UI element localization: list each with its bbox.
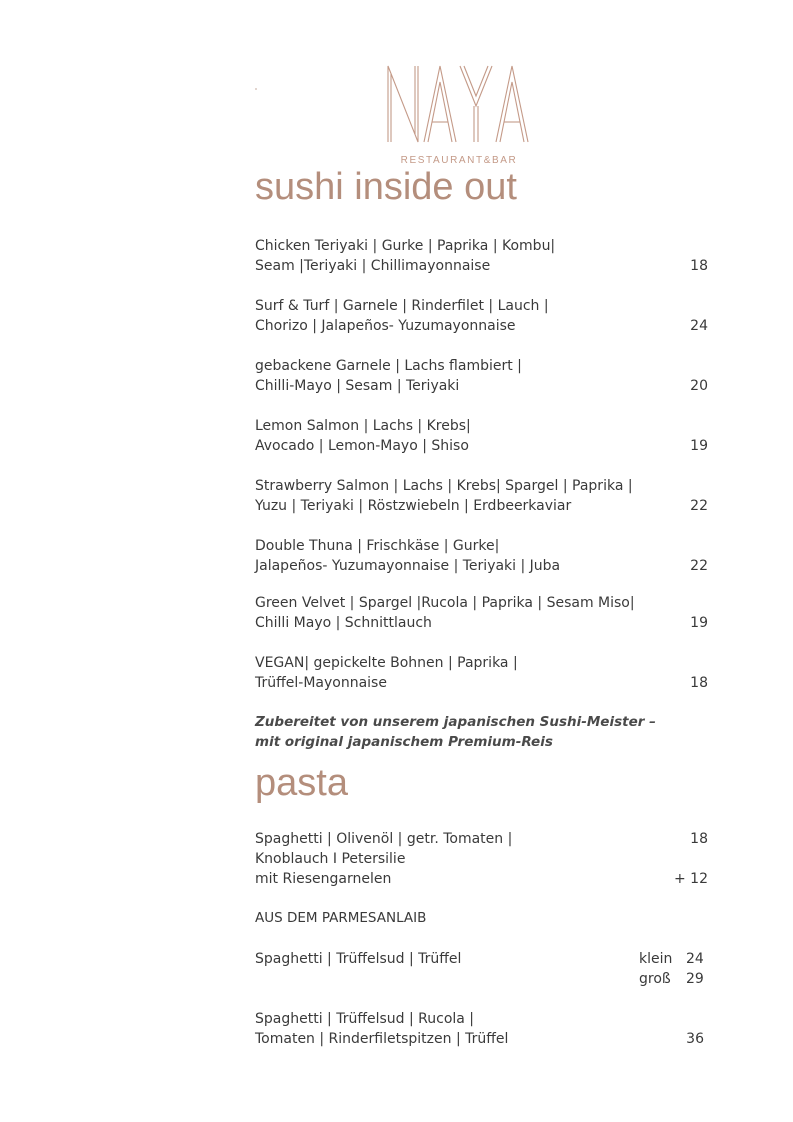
item-description: Jalapeños- Yuzumayonnaise | Teriyaki | Juba: [255, 558, 561, 574]
item-description: Yuzu | Teriyaki | Röstzwiebeln | Erdbeerkaviar: [255, 498, 572, 514]
item-description: Trüffel-Mayonnaise: [255, 675, 387, 691]
item-price: 18: [690, 675, 708, 691]
item-price: 18: [690, 831, 708, 847]
item-price: 36: [686, 1031, 704, 1047]
item-price-small: 24: [686, 951, 704, 967]
item-price: 22: [690, 558, 708, 574]
item-price: 24: [690, 318, 708, 334]
item-option: mit Riesengarnelen: [255, 871, 392, 887]
logo-subtitle: RESTAURANT&BAR: [400, 155, 518, 166]
item-description: Spaghetti | Olivenöl | getr. Tomaten |: [255, 831, 513, 847]
sushi-note-line: Zubereitet von unserem japanischen Sushi-Meister –: [255, 714, 656, 730]
item-description: Tomaten | Rinderfiletspitzen | Trüffel: [255, 1031, 509, 1047]
item-price: 19: [690, 438, 708, 454]
naya-logo-mark: [384, 60, 534, 150]
item-description: Surf & Turf | Garnele | Rinderfilet | Lauch |: [255, 298, 549, 314]
pasta-section-title: pasta: [255, 762, 348, 804]
item-description: Spaghetti | Trüffelsud | Trüffel: [255, 951, 462, 967]
item-description: Double Thuna | Frischkäse | Gurke|: [255, 538, 500, 554]
menu-item: [255, 296, 710, 336]
item-description: Chorizo | Jalapeños- Yuzumayonnaise: [255, 318, 516, 334]
item-description: Green Velvet | Spargel |Rucola | Paprika | Sesam Miso|: [255, 595, 635, 611]
size-label-large: groß: [639, 971, 671, 987]
item-description: Seam |Teriyaki | Chillimayonnaise: [255, 258, 491, 274]
menu-item: [255, 356, 710, 396]
sushi-section-title: sushi inside out: [255, 166, 517, 208]
item-description: VEGAN| gepickelte Bohnen | Paprika |: [255, 655, 518, 671]
item-extra-price: + 12: [674, 871, 708, 887]
item-description: Knoblauch I Petersilie: [255, 851, 406, 867]
menu-item: [255, 476, 710, 516]
menu-item: [255, 593, 710, 633]
item-description: Avocado | Lemon-Mayo | Shiso: [255, 438, 469, 454]
item-description: Chicken Teriyaki | Gurke | Paprika | Kombu|: [255, 238, 556, 254]
item-description: Strawberry Salmon | Lachs | Krebs| Spargel | Paprika |: [255, 478, 633, 494]
menu-item: [255, 416, 710, 456]
size-label-small: klein: [639, 951, 673, 967]
item-price: 22: [690, 498, 708, 514]
item-price: 18: [690, 258, 708, 274]
item-description: gebackene Garnele | Lachs flambiert |: [255, 358, 522, 374]
sushi-note-line: mit original japanischem Premium-Reis: [255, 734, 553, 750]
pasta-subheading: AUS DEM PARMESANLAIB: [255, 910, 427, 926]
item-price: 19: [690, 615, 708, 631]
menu-item: [255, 536, 710, 576]
item-description: Chilli Mayo | Schnittlauch: [255, 615, 432, 631]
naya-logo: [384, 60, 534, 170]
menu-item: [255, 653, 710, 693]
item-description: Lemon Salmon | Lachs | Krebs|: [255, 418, 471, 434]
menu-item: [255, 829, 710, 889]
decorative-dot: [255, 88, 257, 90]
sushi-note: [255, 712, 656, 752]
item-description: Spaghetti | Trüffelsud | Rucola |: [255, 1011, 475, 1027]
menu-item: [255, 236, 710, 276]
item-price-large: 29: [686, 971, 704, 987]
item-price: 20: [690, 378, 708, 394]
item-description: Chilli-Mayo | Sesam | Teriyaki: [255, 378, 460, 394]
menu-item: [255, 1009, 710, 1049]
